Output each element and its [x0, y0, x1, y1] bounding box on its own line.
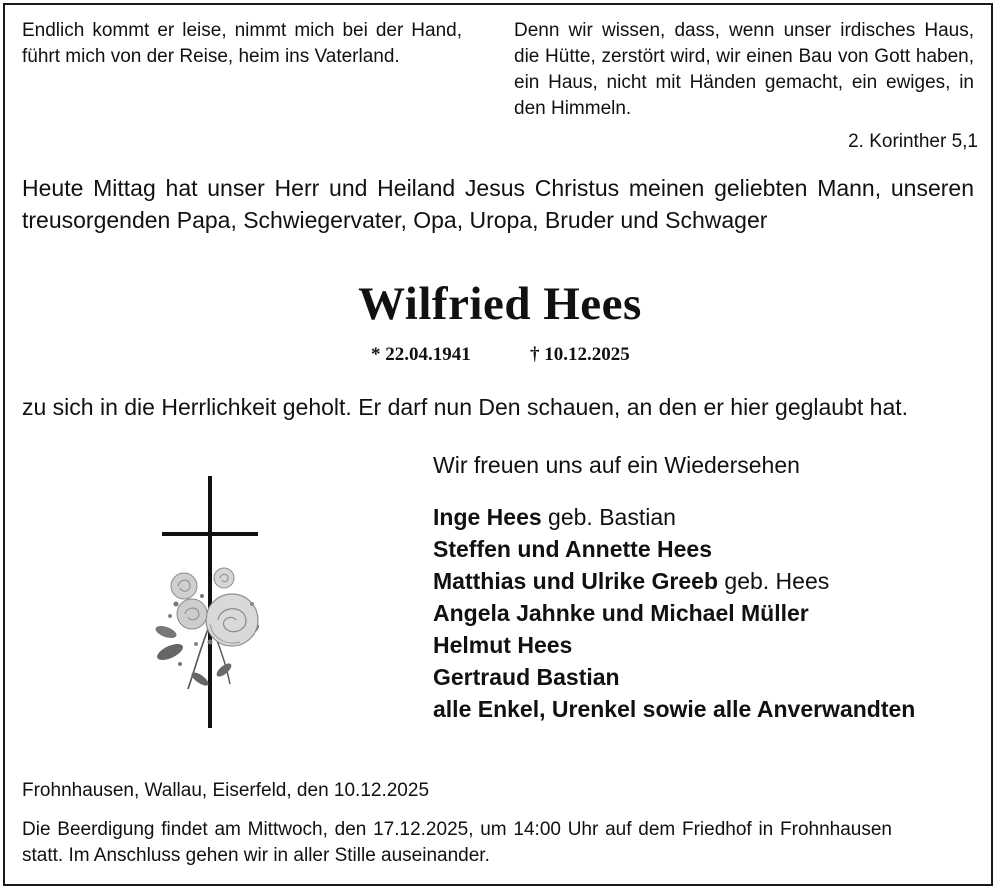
mourner-entry — [433, 629, 968, 661]
obituary-frame — [3, 3, 993, 886]
mourner-entry — [433, 501, 968, 533]
cross-with-roses-icon — [140, 474, 280, 732]
mourner-entry — [433, 693, 968, 725]
deceased-name: Wilfried Hees — [358, 278, 642, 330]
mourner-note: geb. Hees — [718, 568, 830, 594]
farewell-line: Wir freuen uns auf ein Wiedersehen — [433, 452, 800, 478]
closing-text: zu sich in die Herrlichkeit geholt. Er darf nun Den schauen, an den er hier geglaubt hat. — [22, 394, 909, 420]
place-and-date: Frohnhausen, Wallau, Eiserfeld, den 10.12.2025 — [22, 780, 430, 801]
verse-reference: 2. Korinther 5,1 — [848, 131, 978, 152]
mourner-name: Gertraud Bastian — [433, 664, 620, 690]
mourner-entry — [433, 565, 968, 597]
mourner-name: Steffen und Annette Hees — [433, 536, 713, 562]
mourner-note: geb. Bastian — [541, 504, 676, 530]
mourner-entry — [433, 661, 968, 693]
mourners-list — [433, 501, 968, 725]
mourner-name: Inge Hees — [433, 504, 542, 530]
verse-left: Endlich kommt er leise, nimmt mich bei der Hand, führt mich von der Reise, heim ins Vaterland. — [22, 20, 462, 67]
birth-date: * 22.04.1941 — [371, 344, 471, 365]
mourner-name: alle Enkel, Urenkel sowie alle Anverwandten — [433, 696, 916, 722]
funeral-notice: Die Beerdigung findet am Mittwoch, den 17.12.2025, um 14:00 Uhr auf dem Friedhof in Frohnhausen statt. Im Anschluss gehen wir in aller Stille auseinander. — [22, 819, 892, 866]
intro-text: Heute Mittag hat unser Herr und Heiland Jesus Christus meinen geliebten Mann, unseren treusorgenden Papa, Schwiegervater, Opa, Uropa, Bruder und Schwager — [22, 175, 974, 233]
mourner-entry — [433, 597, 968, 629]
death-date: † 10.12.2025 — [530, 344, 630, 365]
verse-right: Denn wir wissen, dass, wenn unser irdisches Haus, die Hütte, zerstört wird, wir einen Bau von Gott haben, ein Haus, nicht mit Händen gemacht, ein ewiges, in den Himmeln. — [514, 20, 974, 119]
mourner-name: Matthias und Ulrike Greeb — [433, 568, 719, 594]
mourner-name: Helmut Hees — [433, 632, 573, 658]
mourner-name: Angela Jahnke und Michael Müller — [433, 600, 809, 626]
mourner-entry — [433, 533, 968, 565]
